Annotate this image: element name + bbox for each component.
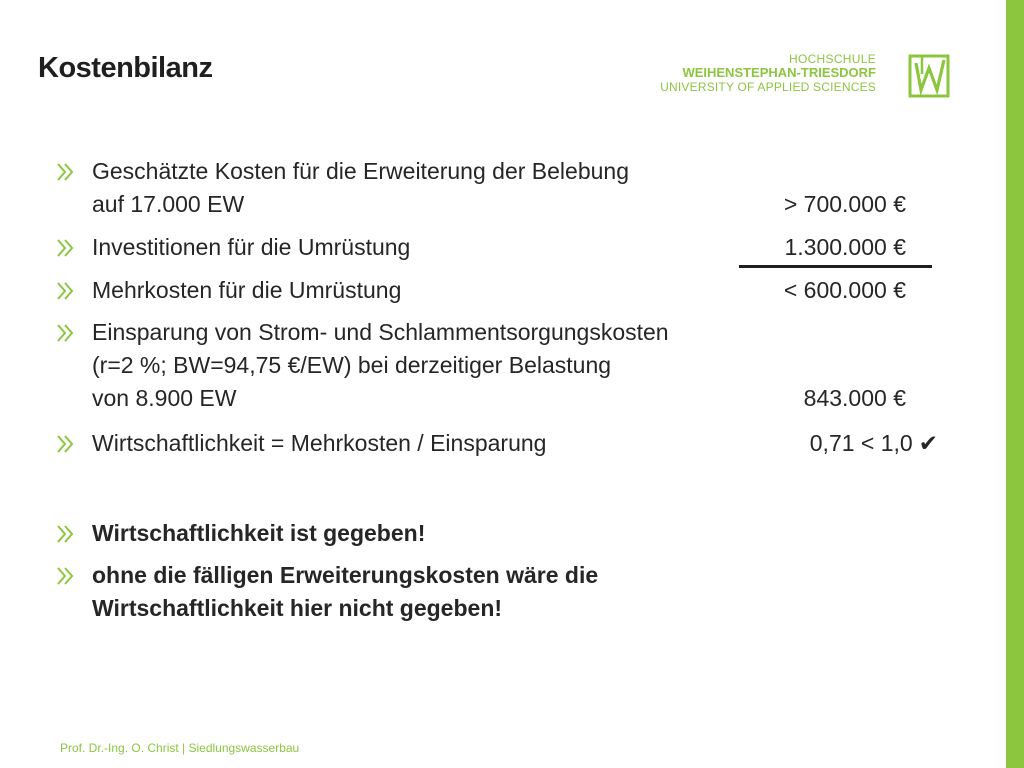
university-logo (660, 52, 950, 102)
logo-line-2: WEIHENSTEPHAN-TRIESDORF (682, 65, 876, 80)
double-chevron-right-icon (56, 566, 76, 586)
footer-text: Prof. Dr.-Ing. O. Christ | Siedlungswasserbau (60, 741, 300, 755)
list-item-value-row (810, 427, 938, 460)
list-item-text-line: Geschätzte Kosten für die Erweiterung der Belebung (92, 158, 629, 184)
list-item-value: < 600.000 € (783, 277, 906, 303)
hswt-logo-mark-icon (908, 54, 950, 98)
right-accent-band (1006, 0, 1024, 768)
double-chevron-right-icon (56, 162, 76, 182)
list-item-text-line: Einsparung von Strom- und Schlammentsorgungskosten (92, 319, 669, 345)
check-mark-icon: ✔ (918, 430, 938, 456)
double-chevron-right-icon (56, 238, 76, 258)
double-chevron-right-icon (56, 524, 76, 544)
double-chevron-right-icon (56, 281, 76, 301)
list-item-value: > 700.000 € (783, 191, 906, 217)
logo-line-1: HOCHSCHULE (788, 52, 876, 66)
double-chevron-right-icon (56, 434, 76, 454)
list-item-text-line: (r=2 %; BW=94,75 €/EW) bei derzeitiger Belastung (92, 352, 612, 378)
conclusion-text-line: Wirtschaftlichkeit hier nicht gegeben! (92, 595, 503, 621)
logo-line-3: UNIVERSITY OF APPLIED SCIENCES (660, 80, 876, 94)
list-item-text-line: Wirtschaftlichkeit = Mehrkosten / Einsparung (92, 430, 547, 456)
double-chevron-right-icon (56, 323, 76, 343)
conclusion-text-line: Wirtschaftlichkeit ist gegeben! (92, 520, 426, 546)
logo-text (660, 52, 876, 94)
list-item-text-line: von 8.900 EW (92, 385, 237, 411)
list-item-text-line: Investitionen für die Umrüstung (92, 234, 411, 260)
list-item-text-line: Mehrkosten für die Umrüstung (92, 277, 402, 303)
list-item-value: 843.000 € (803, 385, 906, 411)
list-item-text-line: auf 17.000 EW (92, 191, 245, 217)
sum-underline (739, 265, 932, 268)
conclusion-text-line: ohne die fälligen Erweiterungskosten wäre die (92, 562, 599, 588)
list-item-value: 1.300.000 € (784, 234, 906, 260)
list-item-value: 0,71 < 1,0 (809, 430, 913, 456)
page-title: Kostenbilanz (38, 52, 213, 84)
